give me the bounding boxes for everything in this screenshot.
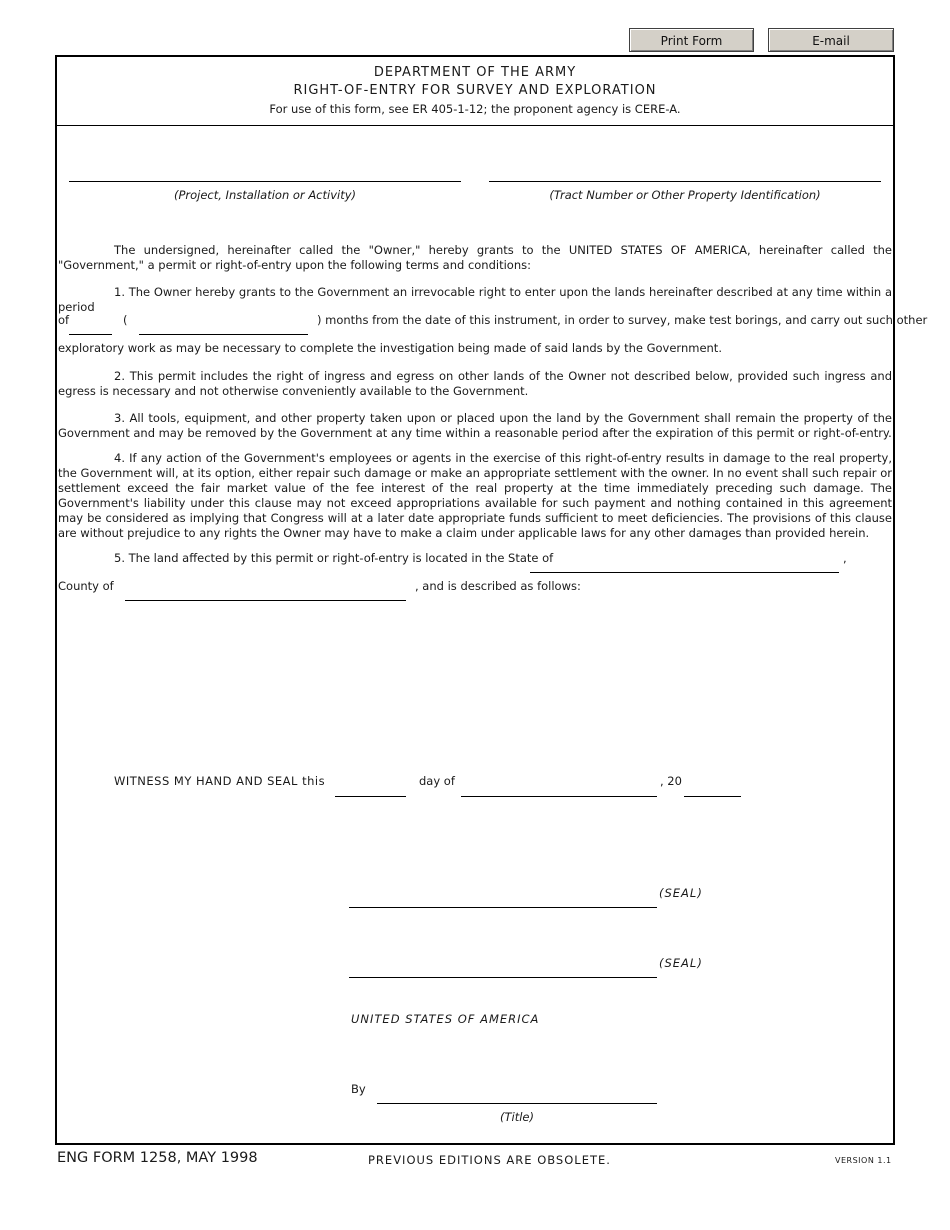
form-title: RIGHT-OF-ENTRY FOR SURVEY AND EXPLORATION [293,83,657,98]
period-words-input[interactable] [140,312,307,328]
land-description-input[interactable] [60,605,890,755]
paragraph-1-line-a: 1. The Owner hereby grants to the Government an irrevocable right to enter upon the lands hereinafter described at any time within a period [58,285,892,314]
period-number-line [69,334,112,335]
paragraph-1-line-c: exploratory work as may be necessary to complete the investigation being made of said lands by the Government. [58,341,722,355]
owner-signature-1-line [349,907,657,908]
obsolete-notice: PREVIOUS EDITIONS ARE OBSOLETE. [368,1153,611,1167]
intro-paragraph: The undersigned, hereinafter called the "Owner," hereby grants to the UNITED STATES OF AMERICA, hereinafter called the "Government," a permit or right-of-entry upon the following terms and conditions: [58,243,892,272]
tract-caption: (Tract Number or Other Property Identification) [549,188,821,202]
paragraph-5-comma: , [843,551,847,565]
owner-signature-2-input[interactable] [350,956,655,974]
by-signature-input[interactable] [378,1082,655,1100]
witness-month-line [461,796,657,797]
project-input-line [69,181,461,182]
version-label: VERSION 1.1 [835,1156,892,1165]
by-label: By [351,1082,366,1096]
owner-signature-2-line [349,977,657,978]
seal-label-1: (SEAL) [659,886,703,900]
paragraph-1-line-b: ) months from the date of this instrument, in order to survey, make test borings, and carry out such other [317,313,928,327]
tract-input[interactable] [490,162,880,180]
period-words-line [139,334,308,335]
county-label: County of [58,579,114,593]
state-input[interactable] [531,550,837,566]
title-caption: (Title) [500,1110,534,1124]
county-input-line [125,600,406,601]
paragraph-1-paren: ( [123,313,128,327]
witness-year-line [684,796,741,797]
owner-signature-1-input[interactable] [350,886,655,904]
county-input[interactable] [126,578,404,594]
project-input[interactable] [70,162,460,180]
agency-title: DEPARTMENT OF THE ARMY [373,65,577,80]
paragraph-5-line-b: , and is described as follows: [415,579,581,593]
day-of-label: day of [419,774,455,788]
witness-month-input[interactable] [462,774,656,790]
state-input-line [530,572,839,573]
by-signature-line [377,1103,657,1104]
paragraph-2: 2. This permit includes the right of ingress and egress on other lands of the Owner not described below, provided such ingress and egress is necessary and not otherwise conveniently available to the Government. [58,369,892,398]
project-caption: (Project, Installation or Activity) [173,188,357,202]
period-number-input[interactable] [70,312,112,328]
witness-day-line [335,796,406,797]
paragraph-5-line-a: 5. The land affected by this permit or right-of-entry is located in the State of [114,551,554,565]
form-subtitle: For use of this form, see ER 405-1-12; the proponent agency is CERE-A. [269,102,681,116]
form-id: ENG FORM 1258, MAY 1998 [57,1150,258,1166]
header-divider [57,125,893,126]
witness-label: WITNESS MY HAND AND SEAL this [114,774,326,788]
usa-label: UNITED STATES OF AMERICA [351,1012,540,1026]
witness-year-input[interactable] [685,774,740,790]
witness-day-input[interactable] [336,774,405,790]
tract-input-line [489,181,881,182]
seal-label-2: (SEAL) [659,956,703,970]
print-form-button[interactable]: Print Form [629,28,754,52]
paragraph-1-of: of [58,313,70,327]
email-button[interactable]: E-mail [768,28,894,52]
paragraph-4: 4. If any action of the Government's employees or agents in the exercise of this right-of-entry results in damage to the real property, the Government will, at its option, either repair such damage or make an appropriate settlement with the owner. In no event shall such repair or settlement exceed the fair market value of the fee interest of the real property at the time immediately preceding such damage. The Government's liability under this clause may not exceed appropriations available for such payment and nothing contained in this agreement may be considered as implying that Congress will at a later date appropriate funds sufficient to meet deficiencies. The provisions of this clause are without prejudice to any rights the Owner may have to make a claim under applicable laws for any other damages than provided herein. [58,451,892,540]
paragraph-3: 3. All tools, equipment, and other property taken upon or placed upon the land by the Government shall remain the property of the Government and may be removed by the Government at any time within a reasonable period after the expiration of this permit or right-of-entry. [58,411,892,440]
year-prefix: , 20 [660,774,682,788]
